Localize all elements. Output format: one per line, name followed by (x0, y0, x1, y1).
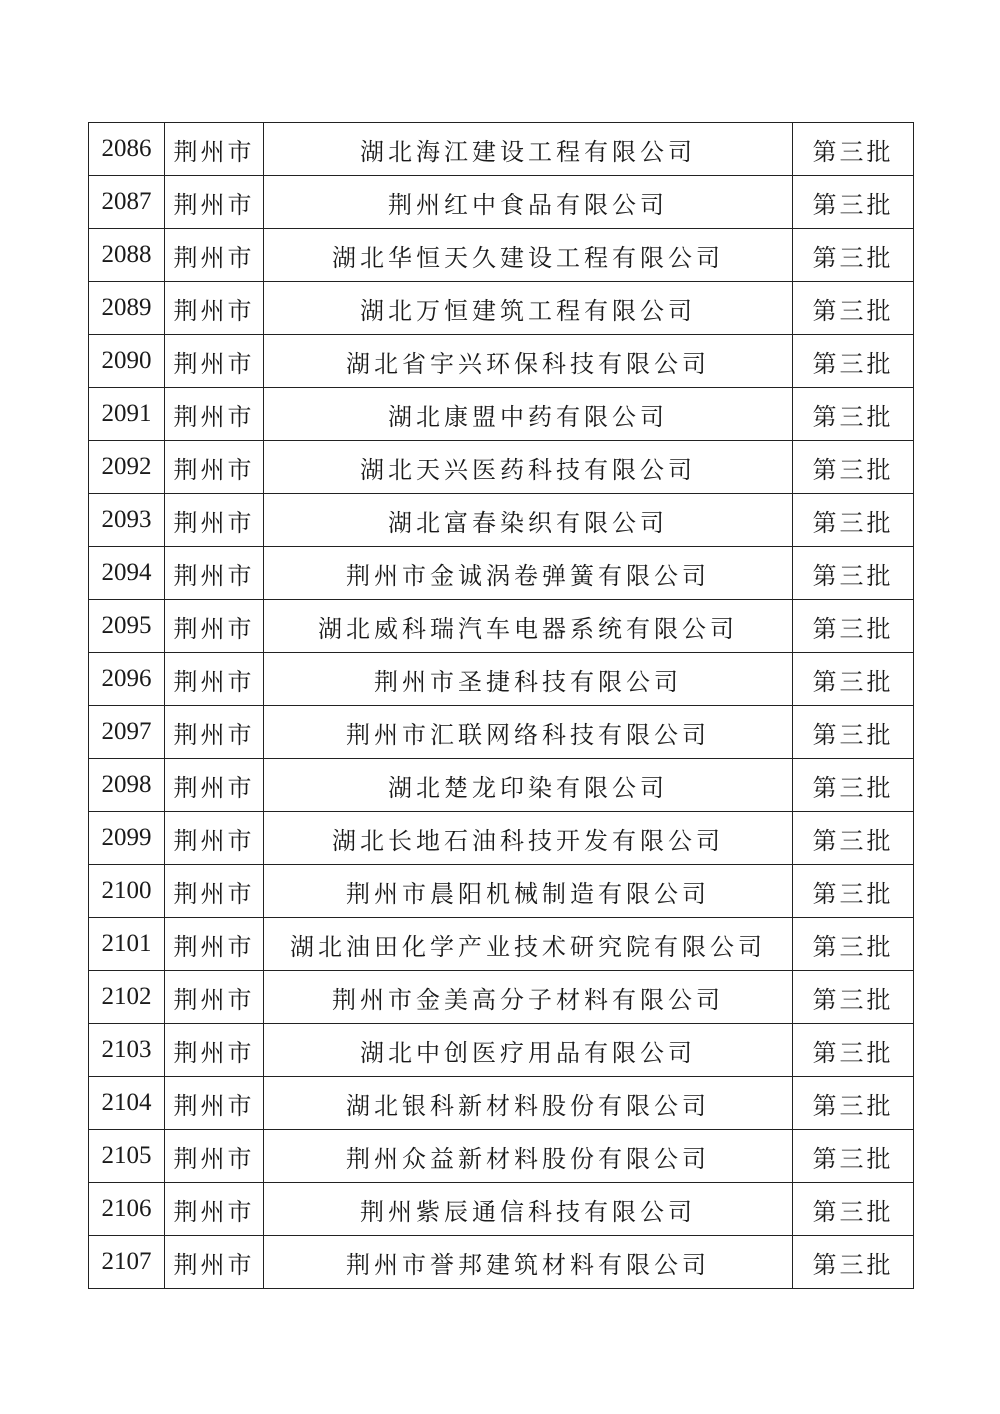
city-cell: 荆州市 (165, 918, 264, 971)
city-cell: 荆州市 (165, 1130, 264, 1183)
city-cell: 荆州市 (165, 494, 264, 547)
table-row (89, 1183, 914, 1236)
serial-number-cell: 2103 (89, 1024, 165, 1077)
serial-number-cell: 2105 (89, 1130, 165, 1183)
serial-number-cell: 2088 (89, 229, 165, 282)
table-row (89, 1236, 914, 1289)
batch-cell: 第三批 (793, 706, 914, 759)
serial-number-cell: 2089 (89, 282, 165, 335)
table-row (89, 547, 914, 600)
city-cell: 荆州市 (165, 1183, 264, 1236)
company-name-cell: 湖北省宇兴环保科技有限公司 (264, 335, 793, 388)
batch-cell: 第三批 (793, 494, 914, 547)
serial-number-cell: 2097 (89, 706, 165, 759)
table-row (89, 123, 914, 176)
company-name-cell: 湖北威科瑞汽车电器系统有限公司 (264, 600, 793, 653)
table-row (89, 759, 914, 812)
serial-number-cell: 2096 (89, 653, 165, 706)
table-row (89, 176, 914, 229)
batch-cell: 第三批 (793, 1130, 914, 1183)
serial-number-cell: 2107 (89, 1236, 165, 1289)
batch-cell: 第三批 (793, 441, 914, 494)
company-name-cell: 湖北万恒建筑工程有限公司 (264, 282, 793, 335)
table-row (89, 653, 914, 706)
city-cell: 荆州市 (165, 653, 264, 706)
city-cell: 荆州市 (165, 1236, 264, 1289)
table-row (89, 282, 914, 335)
batch-cell: 第三批 (793, 1236, 914, 1289)
serial-number-cell: 2098 (89, 759, 165, 812)
serial-number-cell: 2092 (89, 441, 165, 494)
serial-number-cell: 2086 (89, 123, 165, 176)
company-name-cell: 荆州众益新材料股份有限公司 (264, 1130, 793, 1183)
serial-number-cell: 2100 (89, 865, 165, 918)
batch-cell: 第三批 (793, 1024, 914, 1077)
table-row (89, 388, 914, 441)
table-row (89, 812, 914, 865)
batch-cell: 第三批 (793, 1077, 914, 1130)
company-name-cell: 湖北油田化学产业技术研究院有限公司 (264, 918, 793, 971)
company-name-cell: 荆州市汇联网络科技有限公司 (264, 706, 793, 759)
table-row (89, 600, 914, 653)
table-row (89, 335, 914, 388)
city-cell: 荆州市 (165, 706, 264, 759)
serial-number-cell: 2095 (89, 600, 165, 653)
city-cell: 荆州市 (165, 388, 264, 441)
company-name-cell: 荆州市金诚涡卷弹簧有限公司 (264, 547, 793, 600)
company-name-cell: 湖北海江建设工程有限公司 (264, 123, 793, 176)
city-cell: 荆州市 (165, 865, 264, 918)
table-row (89, 706, 914, 759)
serial-number-cell: 2093 (89, 494, 165, 547)
city-cell: 荆州市 (165, 441, 264, 494)
company-name-cell: 湖北银科新材料股份有限公司 (264, 1077, 793, 1130)
company-name-cell: 湖北中创医疗用品有限公司 (264, 1024, 793, 1077)
city-cell: 荆州市 (165, 547, 264, 600)
company-name-cell: 荆州市誉邦建筑材料有限公司 (264, 1236, 793, 1289)
city-cell: 荆州市 (165, 123, 264, 176)
company-name-cell: 荆州红中食品有限公司 (264, 176, 793, 229)
table-row (89, 971, 914, 1024)
company-name-cell: 湖北天兴医药科技有限公司 (264, 441, 793, 494)
batch-cell: 第三批 (793, 918, 914, 971)
table-row (89, 1130, 914, 1183)
batch-cell: 第三批 (793, 335, 914, 388)
batch-cell: 第三批 (793, 653, 914, 706)
city-cell: 荆州市 (165, 812, 264, 865)
company-list-table (88, 122, 914, 1289)
company-name-cell: 荆州市圣捷科技有限公司 (264, 653, 793, 706)
serial-number-cell: 2104 (89, 1077, 165, 1130)
company-name-cell: 荆州市金美高分子材料有限公司 (264, 971, 793, 1024)
batch-cell: 第三批 (793, 1183, 914, 1236)
table-row (89, 494, 914, 547)
serial-number-cell: 2091 (89, 388, 165, 441)
company-name-cell: 湖北长地石油科技开发有限公司 (264, 812, 793, 865)
serial-number-cell: 2101 (89, 918, 165, 971)
company-name-cell: 荆州紫辰通信科技有限公司 (264, 1183, 793, 1236)
batch-cell: 第三批 (793, 759, 914, 812)
table-row (89, 918, 914, 971)
serial-number-cell: 2087 (89, 176, 165, 229)
city-cell: 荆州市 (165, 600, 264, 653)
serial-number-cell: 2094 (89, 547, 165, 600)
batch-cell: 第三批 (793, 123, 914, 176)
batch-cell: 第三批 (793, 229, 914, 282)
city-cell: 荆州市 (165, 971, 264, 1024)
batch-cell: 第三批 (793, 865, 914, 918)
batch-cell: 第三批 (793, 176, 914, 229)
company-name-cell: 湖北康盟中药有限公司 (264, 388, 793, 441)
table-row (89, 1024, 914, 1077)
batch-cell: 第三批 (793, 812, 914, 865)
batch-cell: 第三批 (793, 547, 914, 600)
batch-cell: 第三批 (793, 971, 914, 1024)
serial-number-cell: 2090 (89, 335, 165, 388)
city-cell: 荆州市 (165, 1024, 264, 1077)
city-cell: 荆州市 (165, 1077, 264, 1130)
city-cell: 荆州市 (165, 229, 264, 282)
company-name-cell: 荆州市晨阳机械制造有限公司 (264, 865, 793, 918)
table-row (89, 441, 914, 494)
batch-cell: 第三批 (793, 388, 914, 441)
company-name-cell: 湖北楚龙印染有限公司 (264, 759, 793, 812)
serial-number-cell: 2102 (89, 971, 165, 1024)
table-body (89, 123, 914, 1289)
table-row (89, 229, 914, 282)
city-cell: 荆州市 (165, 282, 264, 335)
city-cell: 荆州市 (165, 176, 264, 229)
batch-cell: 第三批 (793, 282, 914, 335)
company-name-cell: 湖北富春染织有限公司 (264, 494, 793, 547)
batch-cell: 第三批 (793, 600, 914, 653)
table-row (89, 1077, 914, 1130)
city-cell: 荆州市 (165, 335, 264, 388)
table-row (89, 865, 914, 918)
serial-number-cell: 2099 (89, 812, 165, 865)
company-name-cell: 湖北华恒天久建设工程有限公司 (264, 229, 793, 282)
serial-number-cell: 2106 (89, 1183, 165, 1236)
city-cell: 荆州市 (165, 759, 264, 812)
